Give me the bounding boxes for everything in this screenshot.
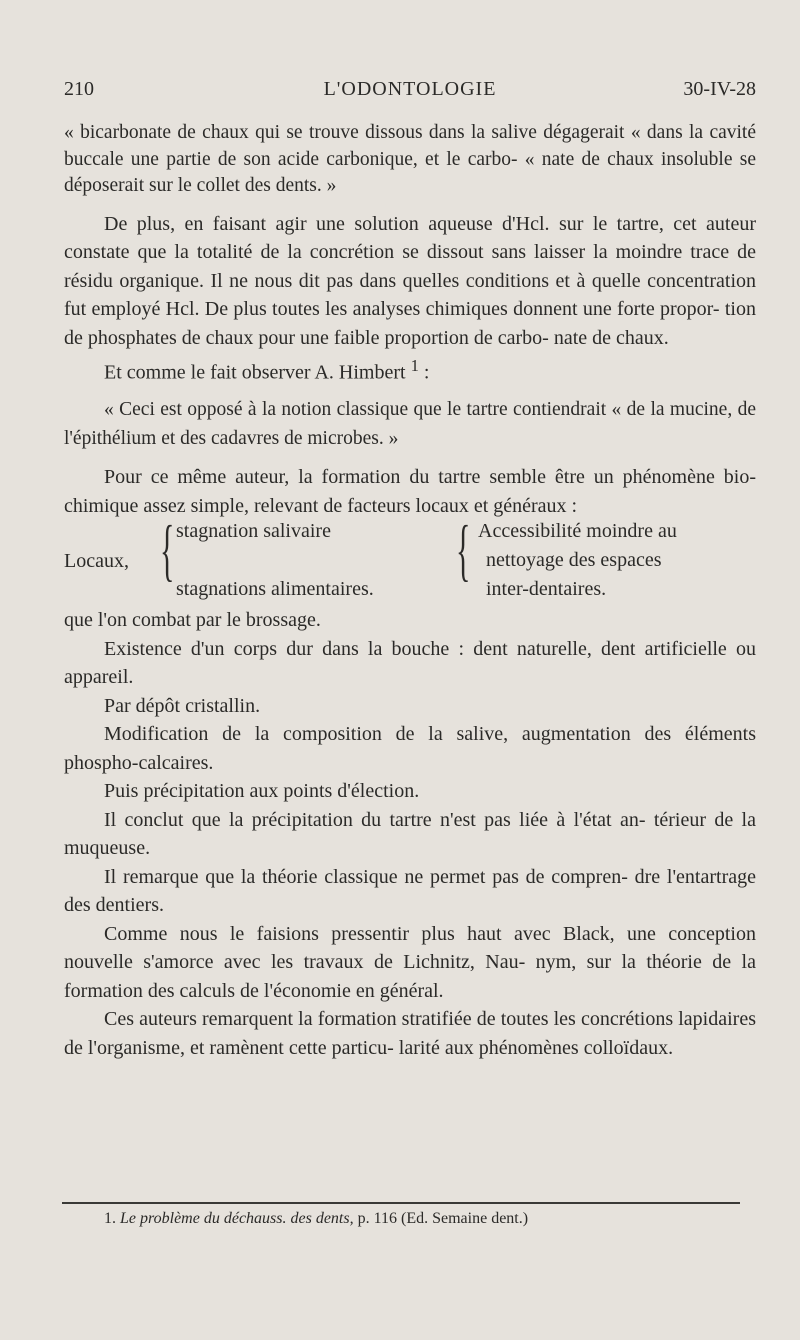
right-brace: {: [456, 513, 471, 590]
locaux-label: Locaux,: [64, 550, 129, 573]
quote-mucine: « Ceci est opposé à la notion classique que le tartre contiendrait « de la mucine, de l'épithélium et des cadavres de microbes. »: [64, 399, 756, 450]
footnote-number: 1.: [104, 1210, 116, 1227]
factor-nettoyage: nettoyage des espaces: [486, 549, 662, 572]
himbert-colon: :: [418, 361, 430, 384]
paragraph-modification: Modification de la composition de la salive, augmentation des éléments phospho-calcaires.: [64, 723, 756, 774]
footnote-rule: [62, 1202, 740, 1204]
issue-date: 30-IV-28: [683, 78, 756, 100]
footnote-rest: p. 116 (Ed. Semaine dent.): [353, 1210, 529, 1227]
paragraph-dentiers: Il remarque que la théorie classique ne permet pas de compren- dre l'entartrage des dentiers.: [64, 865, 756, 917]
left-brace: {: [160, 513, 175, 590]
factor-salivaire: stagnation salivaire: [176, 520, 331, 543]
paragraph-precipitation: Puis précipitation aux points d'élection.: [104, 780, 420, 803]
page-header: [64, 78, 756, 108]
paragraph-corps-dur: Existence d'un corps dur dans la bouche : dent naturelle, dent artificielle ou appareil.: [64, 637, 756, 689]
running-title: L'ODONTOLOGIE: [323, 78, 497, 100]
page-body: [64, 120, 756, 1062]
paragraph-depot: Par dépôt cristallin.: [104, 694, 261, 717]
quote-bicarbonate: « bicarbonate de chaux qui se trouve dissous dans la salive dégagerait « dans la cavité buccale une partie de son acide carbonique, et le carbo- « nate de chaux insoluble se déposerait sur le collet des dents. »: [64, 122, 756, 196]
paragraph-himbert: [64, 352, 756, 387]
himbert-text: Et comme le fait observer A. Himbert: [104, 361, 406, 384]
paragraph-lichnitz: Comme nous le faisions pressentir plus haut avec Black, une conception nouvelle s'amorce avec les travaux de Lichnitz, Nau- nym, sur la théorie de la formation des calculs de l'économie en général.: [64, 922, 756, 1002]
factor-alimentaires: stagnations alimentaires.: [176, 578, 374, 601]
paragraph-formation: Pour ce même auteur, la formation du tartre semble être un phénomène bio-chimique assez simple, relevant de facteurs locaux et généraux :: [64, 466, 756, 517]
footnote-ref: 1: [410, 356, 419, 375]
factor-accessibilite: Accessibilité moindre au: [478, 520, 677, 543]
factor-interdentaires: inter-dentaires.: [486, 578, 607, 601]
page-number: 210: [64, 78, 94, 100]
factors-table: [64, 513, 756, 606]
footnote-title: Le problème du déchauss. des dents,: [120, 1210, 354, 1227]
paragraph-brossage: que l'on combat par le brossage.: [64, 609, 321, 632]
paragraph-hcl: De plus, en faisant agir une solution aqueuse d'Hcl. sur le tartre, cet auteur constate que la totalité de la concrétion se dissout sans laisser la moindre trace de résidu organique. Il ne nous dit pas dans quelles conditions et à quelle concentration fut employé Hcl. De plus toutes les analyses chimiques donnent une forte propor- tion de phosphates de chaux pour une faible proportion de carbo- nate de chaux.: [64, 212, 756, 349]
paragraph-colloidaux: Ces auteurs remarquent la formation stratifiée de toutes les concrétions lapidaires de l'organisme, et ramènent cette particu- larité aux phénomènes colloïdaux.: [64, 1008, 756, 1059]
footnote: [104, 1210, 528, 1228]
paragraph-conclusion: Il conclut que la précipitation du tartre n'est pas liée à l'état an- térieur de la muqueuse.: [64, 808, 756, 860]
